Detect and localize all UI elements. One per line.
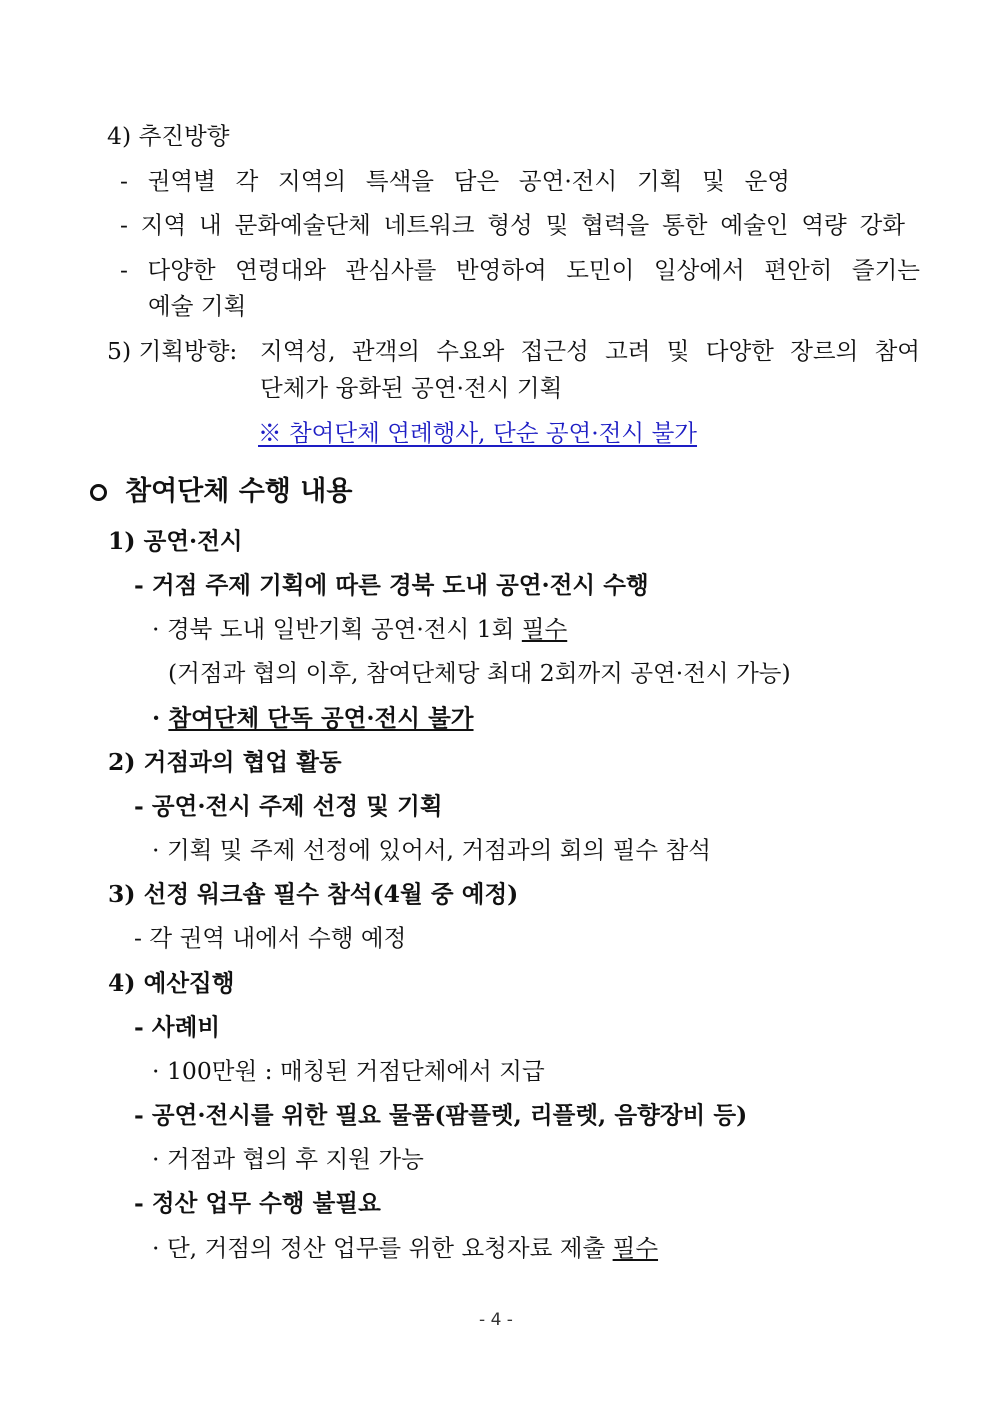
s1-item-2-dot: ·	[152, 704, 169, 732]
s1-item-2	[152, 702, 474, 734]
s2-item: · 기획 및 주제 선정에 있어서, 거점과의 회의 필수 참석	[152, 836, 711, 864]
s3-item: - 각 권역 내에서 수행 예정	[134, 924, 407, 952]
direction-item-3: - 다양한 연령대와 관심사를 반영하여 도민이 일상에서 편안히 즐기는	[120, 256, 920, 284]
circle-bullet-icon	[90, 484, 107, 501]
s1-item-1-text: · 경북 도내 일반기획 공연·전시 1회	[152, 615, 522, 643]
s4-sub-2: - 공연·전시를 위한 필요 물품(팜플렛, 리플렛, 음향장비 등)	[134, 1101, 748, 1129]
s1-item-1	[152, 613, 567, 645]
s1-item-1-note: (거점과 협의 이후, 참여단체당 최대 2회까지 공연·전시 가능)	[168, 659, 791, 687]
direction-item-2: - 지역 내 문화예술단체 네트워크 형성 및 협력을 통한 예술인 역량 강화	[120, 211, 905, 239]
section-heading-text: 참여단체 수행 내용	[125, 476, 353, 507]
s4-title: 4) 예산집행	[108, 969, 235, 997]
s4-sub-3-item	[152, 1232, 658, 1264]
s2-title: 2) 거점과의 협업 활동	[108, 748, 342, 776]
s4-sub-1-item: · 100만원 : 매칭된 거점단체에서 지급	[152, 1057, 545, 1085]
s1-title: 1) 공연·전시	[108, 527, 243, 555]
s4-sub-3-item-text: · 단, 거점의 정산 업무를 위한 요청자료 제출	[152, 1234, 613, 1262]
planning-note: ※ 참여단체 연례행사, 단순 공연·전시 불가	[258, 419, 698, 447]
s4-sub-3: - 정산 업무 수행 불필요	[134, 1189, 381, 1217]
s4-sub-1: - 사례비	[134, 1013, 221, 1041]
s3-title: 3) 선정 워크숍 필수 참석(4월 중 예정)	[108, 880, 519, 908]
direction-item-1: - 권역별 각 지역의 특색을 담은 공연·전시 기획 및 운영	[120, 167, 790, 195]
planning-line-2: 단체가 융화된 공연·전시 기획	[260, 374, 563, 402]
planning-label: 5) 기획방향:	[107, 337, 238, 365]
s4-sub-2-item: · 거점과 협의 후 지원 가능	[152, 1145, 424, 1173]
s2-sub: - 공연·전시 주제 선정 및 기획	[134, 792, 443, 820]
s1-item-1-emph: 필수	[521, 615, 568, 643]
s1-sub: - 거점 주제 기획에 따른 경북 도내 공연·전시 수행	[134, 571, 649, 599]
s1-item-2-text: 참여단체 단독 공연·전시 불가	[168, 704, 474, 732]
direction-title: 4) 추진방향	[107, 122, 230, 150]
planning-line-1: 지역성, 관객의 수요와 접근성 고려 및 다양한 장르의 참여	[260, 337, 920, 365]
page-number: - 4 -	[479, 1310, 513, 1330]
direction-item-3-cont: 예술 기획	[148, 292, 247, 320]
section-heading	[90, 474, 352, 510]
s4-sub-3-item-emph: 필수	[612, 1234, 659, 1262]
